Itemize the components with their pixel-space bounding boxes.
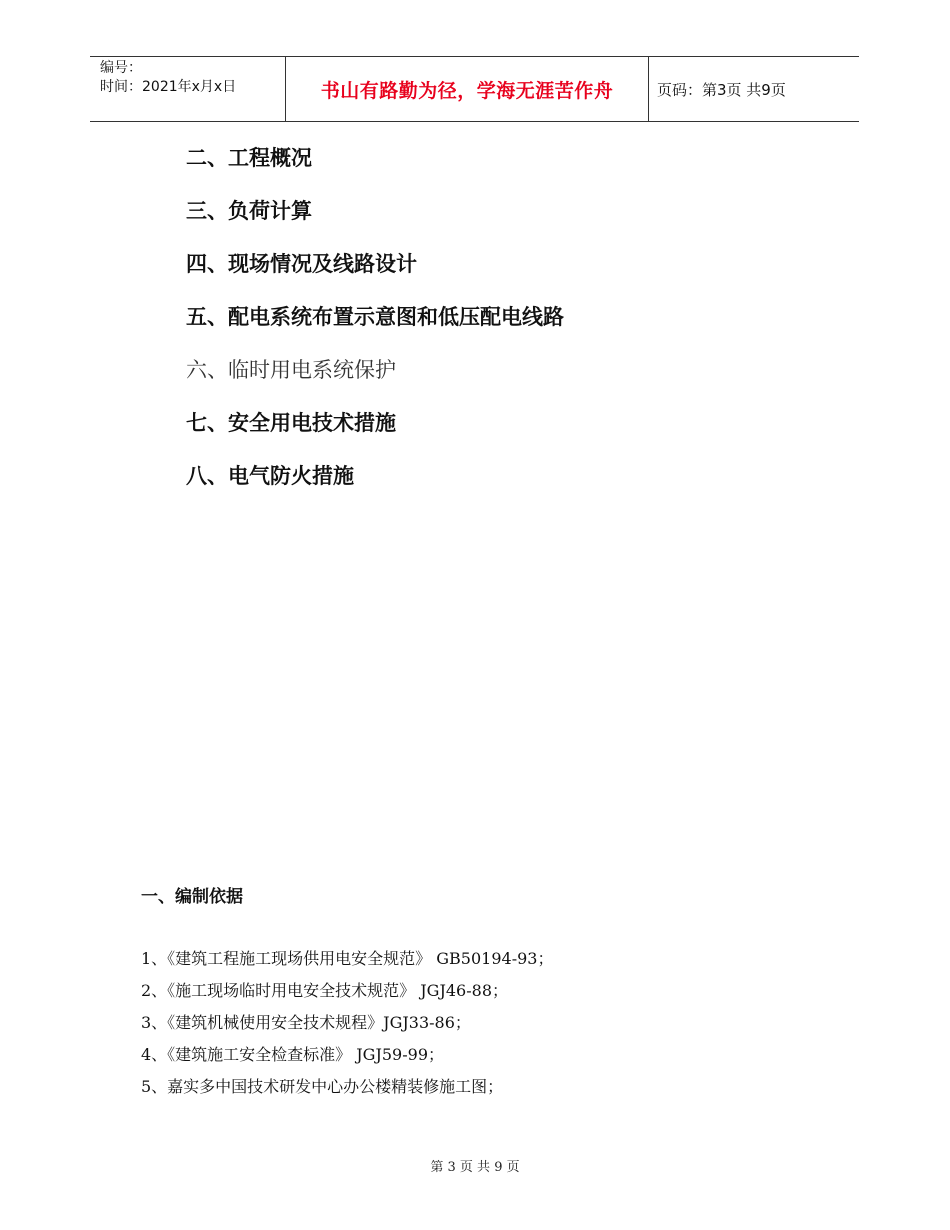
- toc-item: 八、电气防火措施: [186, 464, 354, 488]
- toc-item: 五、配电系统布置示意图和低压配电线路: [186, 305, 564, 329]
- reference-item: 3、《建筑机械使用安全技术规程》JGJ33-86；: [141, 1013, 471, 1032]
- reference-item: 5、嘉实多中国技术研发中心办公楼精装修施工图；: [141, 1077, 504, 1096]
- toc-item: 七、安全用电技术措施: [186, 411, 396, 435]
- header-meta: [90, 57, 286, 121]
- toc-item: 三、负荷计算: [186, 199, 312, 223]
- reference-item: 4、《建筑施工安全检查标准》 JGJ59-99；: [141, 1045, 445, 1064]
- reference-item: 1、《建筑工程施工现场供用电安全规范》 GB50194-93；: [141, 949, 554, 968]
- header-motto: 书山有路勤为径，学海无涯苦作舟: [286, 57, 649, 121]
- toc-item: 六、临时用电系统保护: [186, 358, 396, 382]
- page-header: [90, 56, 859, 122]
- toc-item: 二、工程概况: [186, 146, 312, 170]
- toc-item: 四、现场情况及线路设计: [186, 252, 417, 276]
- section-title: 一、编制依据: [141, 887, 243, 907]
- serial-label: 编号：: [100, 60, 142, 76]
- table-of-contents: [186, 140, 564, 511]
- reference-item: 2、《施工现场临时用电安全技术规范》 JGJ46-88；: [141, 981, 509, 1000]
- reference-list: [141, 945, 553, 1105]
- time-label: 时间：2021年x月x日: [100, 79, 237, 95]
- page-footer: 第 3 页 共 9 页: [430, 1160, 520, 1175]
- header-page-code: 页码：第3页 共9页: [657, 80, 786, 99]
